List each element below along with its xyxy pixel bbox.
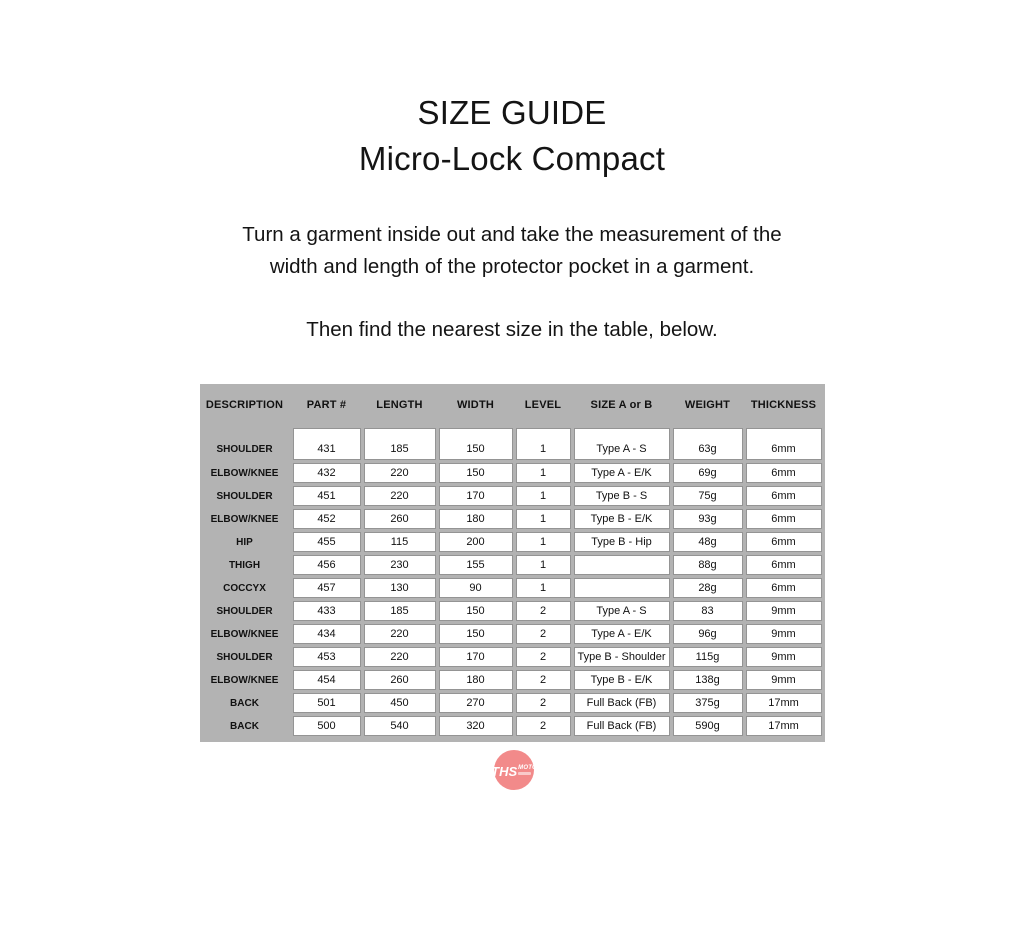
data-cell: Type A - S — [574, 428, 670, 460]
data-cell: 260 — [364, 509, 436, 529]
data-cell: 6mm — [746, 463, 822, 483]
data-cell: 170 — [439, 486, 513, 506]
data-cell: 48g — [673, 532, 743, 552]
data-cell: Type A - E/K — [574, 624, 670, 644]
data-cell: 6mm — [746, 486, 822, 506]
data-cell: 150 — [439, 624, 513, 644]
data-cell: 185 — [364, 428, 436, 460]
table-body — [200, 428, 822, 736]
data-cell: 75g — [673, 486, 743, 506]
table-row — [200, 555, 822, 575]
description-cell: HIP — [236, 536, 253, 548]
page-title — [0, 90, 1024, 182]
column-header-width: WIDTH — [456, 399, 495, 411]
description-cell: SHOULDER — [216, 490, 273, 502]
instructions-line-2: width and length of the protector pocket in a garment. — [269, 255, 755, 278]
data-cell: 454 — [293, 670, 361, 690]
data-cell: 501 — [293, 693, 361, 713]
data-cell: 2 — [516, 647, 571, 667]
data-cell: 432 — [293, 463, 361, 483]
data-cell: 6mm — [746, 428, 822, 460]
description-cell: SHOULDER — [216, 605, 273, 617]
data-cell: 456 — [293, 555, 361, 575]
data-cell: 1 — [516, 509, 571, 529]
data-cell: 453 — [293, 647, 361, 667]
data-cell: 2 — [516, 601, 571, 621]
data-cell: 320 — [439, 716, 513, 736]
data-cell: 1 — [516, 578, 571, 598]
data-cell: 540 — [364, 716, 436, 736]
data-cell — [574, 555, 670, 575]
data-cell: 6mm — [746, 555, 822, 575]
ths-moto-logo — [491, 750, 537, 790]
data-cell: 457 — [293, 578, 361, 598]
data-cell: 220 — [364, 647, 436, 667]
data-cell: 150 — [439, 428, 513, 460]
column-header-level: LEVEL — [524, 399, 562, 411]
table-row — [200, 509, 822, 529]
data-cell: 375g — [673, 693, 743, 713]
table-row — [200, 624, 822, 644]
data-cell: 88g — [673, 555, 743, 575]
data-cell: 1 — [516, 463, 571, 483]
data-cell: 220 — [364, 486, 436, 506]
data-cell: 138g — [673, 670, 743, 690]
data-cell: 96g — [673, 624, 743, 644]
table-row — [200, 716, 822, 736]
data-cell: 9mm — [746, 624, 822, 644]
column-header-thickness: THICKNESS — [750, 399, 817, 411]
data-cell: 6mm — [746, 578, 822, 598]
data-cell: 28g — [673, 578, 743, 598]
table-row — [200, 532, 822, 552]
instructions — [0, 219, 1024, 283]
data-cell: 1 — [516, 532, 571, 552]
size-guide-page — [0, 90, 1024, 943]
logo-text — [491, 765, 537, 778]
data-cell: 170 — [439, 647, 513, 667]
table-row — [200, 693, 822, 713]
data-cell: 115 — [364, 532, 436, 552]
description-cell: BACK — [230, 697, 259, 709]
title-line-2: Micro-Lock Compact — [358, 140, 666, 177]
data-cell: 2 — [516, 624, 571, 644]
table-row — [200, 428, 822, 460]
data-cell: Full Back (FB) — [574, 693, 670, 713]
description-cell: COCCYX — [223, 582, 266, 594]
column-header-size-a-or-b: SIZE A or B — [590, 399, 653, 411]
table-row — [200, 578, 822, 598]
table-row — [200, 486, 822, 506]
data-cell: 6mm — [746, 532, 822, 552]
logo-text-sub: MOTO — [518, 764, 537, 771]
data-cell: 180 — [439, 670, 513, 690]
description-cell: SHOULDER — [216, 444, 273, 455]
description-cell: THIGH — [228, 559, 261, 571]
data-cell: 500 — [293, 716, 361, 736]
data-cell: 9mm — [746, 601, 822, 621]
data-cell: 9mm — [746, 670, 822, 690]
data-cell: 433 — [293, 601, 361, 621]
data-cell: 434 — [293, 624, 361, 644]
logo-text-main: THS — [491, 763, 518, 779]
description-cell: BACK — [230, 720, 259, 732]
instructions-line-1: Turn a garment inside out and take the measurement of the — [242, 223, 782, 246]
data-cell: 260 — [364, 670, 436, 690]
data-cell: 63g — [673, 428, 743, 460]
description-cell: ELBOW/KNEE — [210, 513, 279, 525]
data-cell: 17mm — [746, 716, 822, 736]
title-line-1: SIZE GUIDE — [417, 94, 607, 131]
data-cell: 2 — [516, 670, 571, 690]
data-cell: Type B - E/K — [574, 509, 670, 529]
data-cell: 93g — [673, 509, 743, 529]
data-cell: Type A - S — [574, 601, 670, 621]
table-row — [200, 670, 822, 690]
data-cell: 150 — [439, 601, 513, 621]
description-cell: SHOULDER — [216, 651, 273, 663]
column-header-part: PART # — [306, 399, 347, 411]
data-cell: 200 — [439, 532, 513, 552]
data-cell: 450 — [364, 693, 436, 713]
data-cell: 455 — [293, 532, 361, 552]
data-cell: Type B - E/K — [574, 670, 670, 690]
data-cell: Full Back (FB) — [574, 716, 670, 736]
data-cell: Type B - S — [574, 486, 670, 506]
description-cell: ELBOW/KNEE — [210, 467, 279, 479]
data-cell — [574, 578, 670, 598]
data-cell: 452 — [293, 509, 361, 529]
size-table — [200, 384, 825, 742]
data-cell: 1 — [516, 555, 571, 575]
data-cell: 150 — [439, 463, 513, 483]
table-row — [200, 601, 822, 621]
data-cell: 2 — [516, 693, 571, 713]
data-cell: 590g — [673, 716, 743, 736]
data-cell: Type B - Hip — [574, 532, 670, 552]
data-cell: 115g — [673, 647, 743, 667]
data-cell: 6mm — [746, 509, 822, 529]
table-row — [200, 463, 822, 483]
data-cell: 2 — [516, 716, 571, 736]
data-cell: 155 — [439, 555, 513, 575]
data-cell: 451 — [293, 486, 361, 506]
data-cell: 180 — [439, 509, 513, 529]
data-cell: 220 — [364, 463, 436, 483]
description-cell: ELBOW/KNEE — [210, 674, 279, 686]
table-header-row — [200, 384, 822, 426]
table-row — [200, 647, 822, 667]
column-header-length: LENGTH — [376, 399, 423, 411]
column-header-weight: WEIGHT — [684, 399, 731, 411]
data-cell: 1 — [516, 428, 571, 460]
data-cell: 270 — [439, 693, 513, 713]
data-cell: 83 — [673, 601, 743, 621]
data-cell: 1 — [516, 486, 571, 506]
data-cell: 69g — [673, 463, 743, 483]
data-cell: 230 — [364, 555, 436, 575]
data-cell: 130 — [364, 578, 436, 598]
data-cell: Type A - E/K — [574, 463, 670, 483]
logo-subtext-line — [518, 772, 531, 775]
column-header-description: DESCRIPTION — [205, 399, 284, 411]
data-cell: 431 — [293, 428, 361, 460]
instructions-line-3: Then find the nearest size in the table, below. — [306, 318, 718, 341]
data-cell: 185 — [364, 601, 436, 621]
data-cell: 9mm — [746, 647, 822, 667]
data-cell: 17mm — [746, 693, 822, 713]
data-cell: 90 — [439, 578, 513, 598]
data-cell: Type B - Shoulder — [574, 647, 670, 667]
description-cell: ELBOW/KNEE — [210, 628, 279, 640]
data-cell: 220 — [364, 624, 436, 644]
